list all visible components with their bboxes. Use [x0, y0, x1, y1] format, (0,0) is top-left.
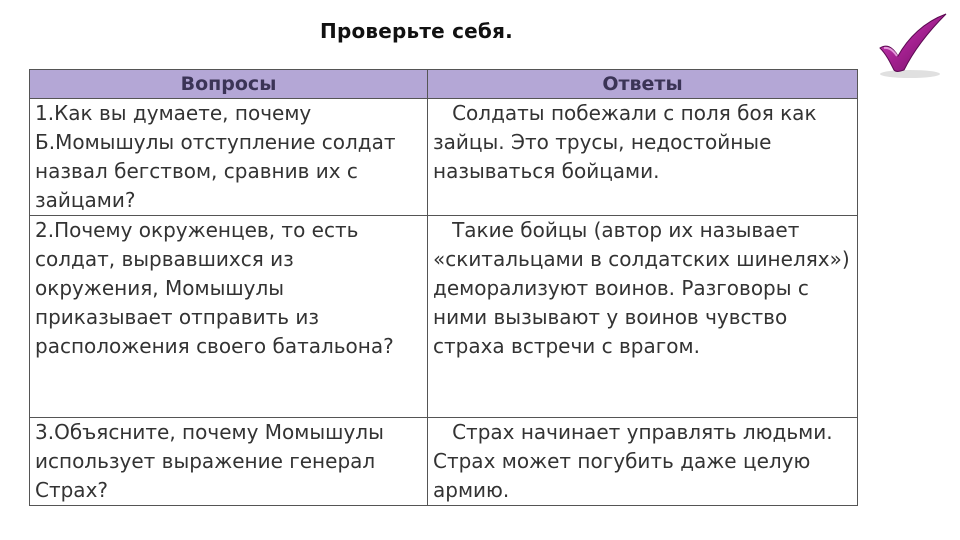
check-mark-icon	[876, 12, 950, 80]
question-cell: 2.Почему окруженцев, то есть солдат, вырвавшихся из окружения, Момышулы приказывает отправить из расположения своего батальона?	[30, 216, 428, 418]
page-title: Проверьте себя.	[320, 19, 513, 43]
answer-cell: Такие бойцы (автор их называет «скитальцами в солдатских шинелях») деморализуют воинов. Разговоры с ними вызывают у воинов чувство страха встречи с врагом.	[428, 216, 858, 418]
table-header-row	[30, 70, 858, 99]
question-cell: 1.Как вы думаете, почему Б.Момышулы отступление солдат назвал бегством, сравнив их с зайцами?	[30, 99, 428, 216]
qa-table	[29, 69, 858, 506]
column-header-answers: Ответы	[428, 70, 858, 99]
answer-cell: Страх начинает управлять людьми. Страх может погубить даже целую армию.	[428, 418, 858, 506]
question-cell: 3.Объясните, почему Момышулы использует выражение генерал Страх?	[30, 418, 428, 506]
table-row	[30, 418, 858, 506]
table-row	[30, 216, 858, 418]
column-header-questions: Вопросы	[30, 70, 428, 99]
answer-cell: Солдаты побежали с поля боя как зайцы. Это трусы, недостойные называться бойцами.	[428, 99, 858, 216]
table-row	[30, 99, 858, 216]
